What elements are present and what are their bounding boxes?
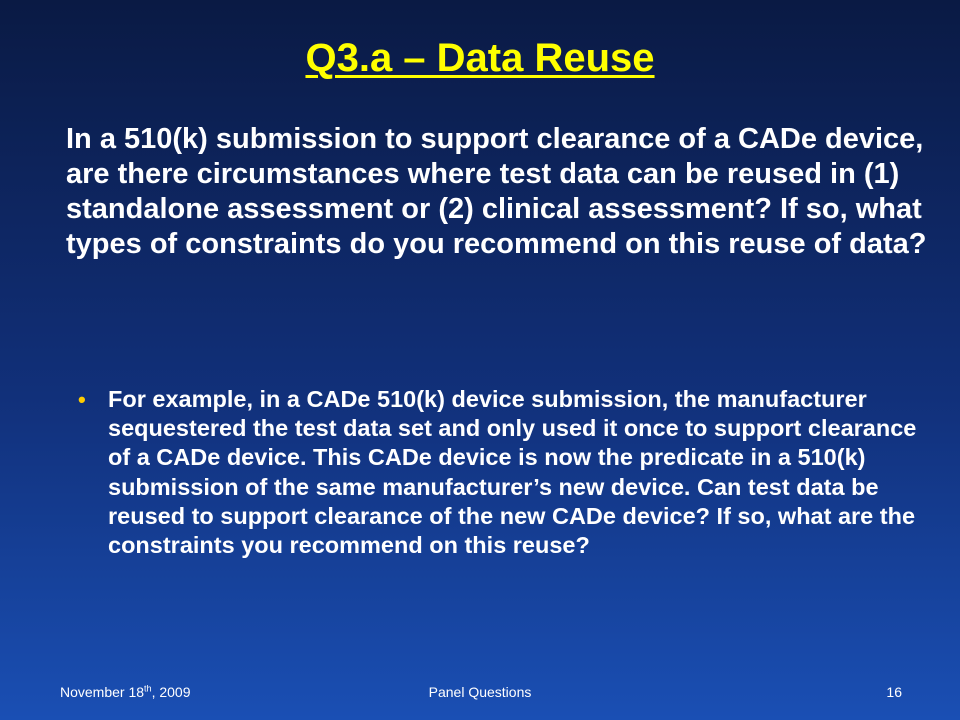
page-number: 16 [886,684,902,700]
footer-title: Panel Questions [428,684,532,700]
bullet-item [78,385,938,560]
bullet-icon: • [78,387,86,412]
footer-date-suffix: , 2009 [151,684,191,700]
bullet-text: For example, in a CADe 510(k) device submission, the manufacturer sequestered the test data set and only used it once to support clearance of a CADe device. This CADe device is now the predicate in a 510(k) submission of the same manufacturer’s new device. Can test data be reused to support clearance of the new CADe device? If so, what are the constraints you recommend on this reuse? [108,386,917,559]
footer-date-prefix: November 18 [60,684,145,700]
slide-title: Q3.a – Data Reuse [305,36,655,80]
footer-date-sup: th [144,683,152,694]
question-body: In a 510(k) submission to support clearance of a CADe device, are there circumstances where test data can be reused in (1) standalone assessment or (2) clinical assessment? If so, what types of constraints do you recommend on this reuse of data? [66,123,927,260]
question-text [62,122,936,262]
